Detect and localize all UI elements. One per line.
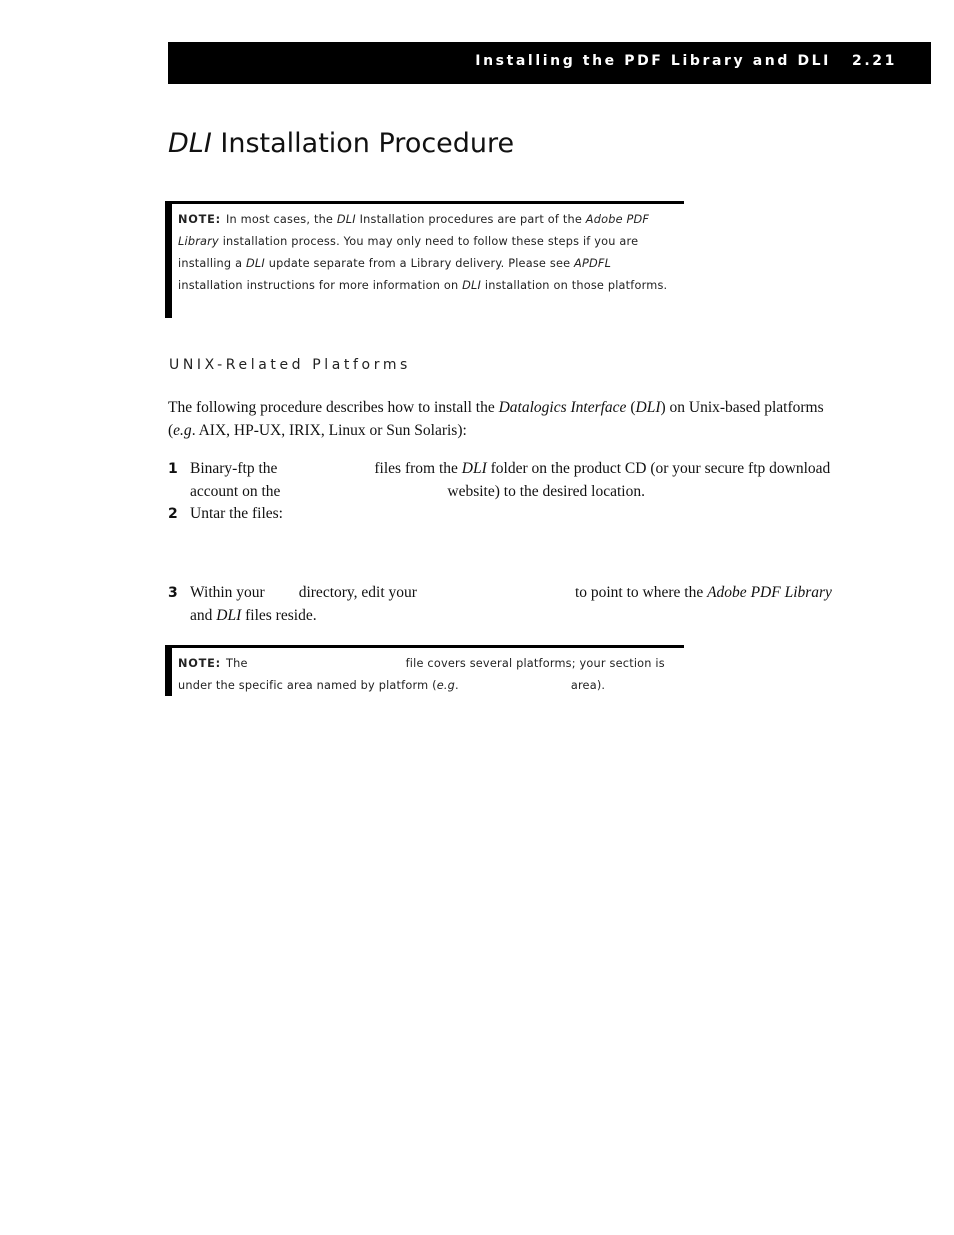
step-1 [168, 458, 848, 503]
intro-text: The following procedure describes how to install the [168, 399, 499, 416]
note-text-italic: DLI [336, 213, 356, 226]
step-text-italic: DLI [461, 460, 487, 477]
note-text: installation process. You may only need to follow these steps if you are installing a [178, 235, 639, 270]
note-text: The [226, 657, 248, 670]
step-text-part: directory, edit your [298, 584, 417, 601]
step-number: 2 [168, 506, 178, 522]
running-header-title: Installing the PDF Library and DLI [475, 53, 831, 69]
note-text: In most cases, the [226, 213, 337, 226]
note-box-platforms [165, 645, 684, 696]
step-text-part: folder on the product CD (or your secure ftp download account on the [190, 460, 831, 500]
step-text-part: files reside. [241, 606, 317, 624]
intro-text-italic: Datalogics Interface [498, 399, 627, 416]
running-header [168, 42, 931, 84]
note-text: Installation procedures are part of the [355, 213, 586, 226]
note-text-italic: e.g [436, 679, 456, 692]
intro-text: . AIX, HP-UX, IRIX, Linux or Sun Solaris): [191, 421, 467, 439]
step-number: 3 [168, 585, 178, 601]
step-text [190, 458, 848, 503]
step-text-part: Binary-ftp the [190, 460, 278, 477]
section-heading: UNIX-Related Platforms [169, 357, 411, 373]
step-2 [168, 503, 848, 526]
page-title-italic: DLI [168, 128, 212, 159]
intro-text-italic: e.g [173, 421, 192, 439]
note-text-italic: Adobe PDF Library [178, 213, 650, 248]
step-text-part: to point to where the [574, 584, 708, 601]
note-text-italic: DLI [246, 257, 265, 270]
note-text: file covers several platforms; your section is under the specific area named by platform ( [178, 657, 665, 692]
step-text [190, 582, 848, 627]
step-text-part: website) to the desired location. [447, 482, 645, 500]
step-text-part: Within your [190, 584, 265, 601]
note-text: installation on those platforms. [481, 279, 668, 292]
note-text: . [455, 679, 459, 692]
intro-paragraph [168, 397, 848, 442]
step-text: Untar the files: [190, 505, 283, 522]
note-box-dli-installation [165, 201, 684, 318]
intro-text: ) on Unix-based platforms ( [168, 399, 824, 439]
step-text-italic: DLI [216, 606, 242, 624]
step-text-part: and [190, 606, 217, 624]
intro-text-italic: DLI [635, 399, 661, 416]
page-title-rest: Installation Procedure [211, 128, 515, 159]
step-number: 1 [168, 461, 178, 477]
note-text-italic: DLI [462, 279, 482, 292]
page-number: 2.21 [852, 53, 897, 69]
note-text-italic: APDFL [574, 257, 612, 270]
page-title [168, 128, 514, 159]
intro-text: ( [626, 399, 636, 416]
step-text-part: files from the [374, 460, 462, 477]
note-text: update separate from a Library delivery. Please see [264, 257, 575, 270]
step-3 [168, 582, 848, 627]
note-label: NOTE: [178, 213, 221, 226]
note-text: area). [570, 679, 606, 692]
step-text-italic: Adobe PDF Library [707, 584, 832, 601]
note-text: installation instructions for more information on [178, 279, 463, 292]
note-label: NOTE: [178, 657, 221, 670]
